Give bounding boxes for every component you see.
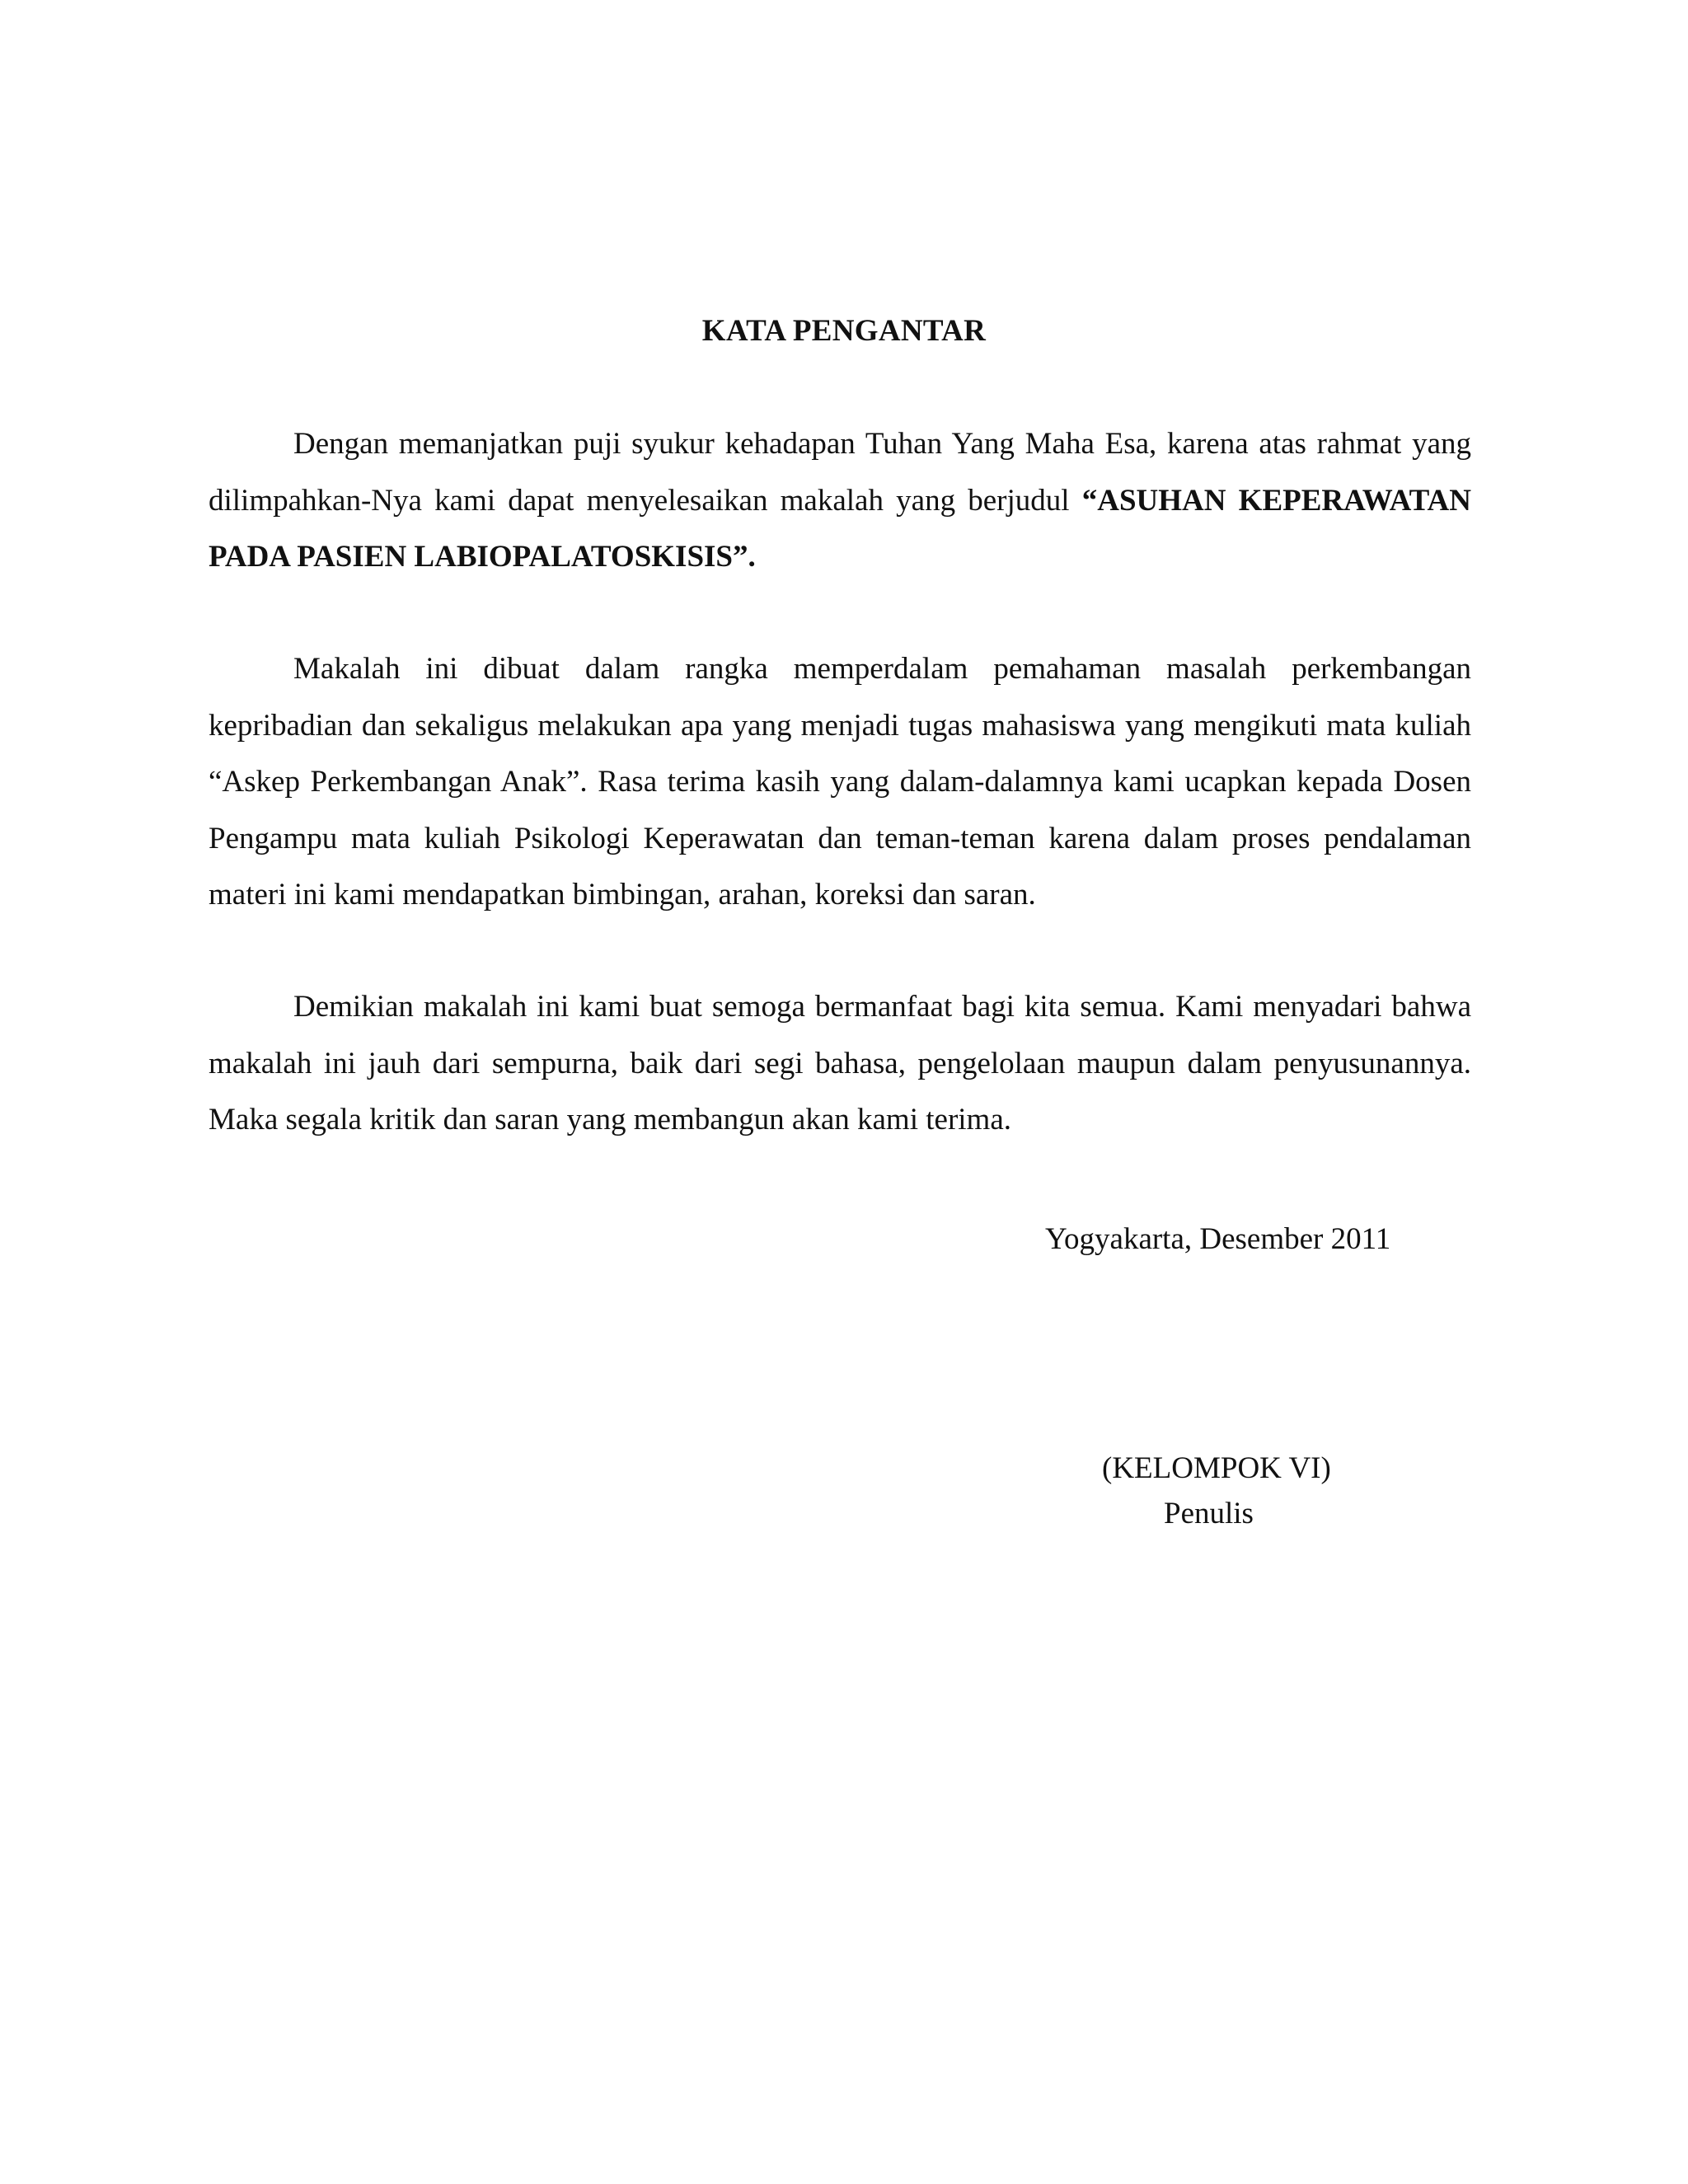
opening-paragraph-text: Dengan memanjatkan puji syukur kehadapan Tuhan Yang Maha Esa, karena atas rahmat yang dilimpahkan-Nya kami dapat menyelesaikan makalah yang berjudul bbox=[209, 427, 1471, 518]
paper-title: “ASUHAN KEPERAWATAN PADA PASIEN LABIOPALATOSKISIS”. bbox=[209, 483, 1471, 574]
purpose-paragraph: Makalah ini dibuat dalam rangka memperdalam pemahaman masalah perkembangan kepribadian dan sekaligus melakukan apa yang menjadi tugas mahasiswa yang mengikuti mata kuliah “Askep Perkembangan Anak”. Rasa terima kasih yang dalam-dalamnya kami ucapkan kepada Dosen Pengampu mata kuliah Psikologi Keperawatan dan teman-teman karena dalam proses pendalaman materi ini kami mendapatkan bimbingan, arahan, koreksi dan saran. bbox=[209, 652, 1471, 912]
page-title: KATA PENGANTAR bbox=[701, 314, 987, 348]
place-date: Yogyakarta, Desember 2011 bbox=[1045, 1222, 1391, 1256]
closing-paragraph: Demikian makalah ini kami buat semoga bermanfaat bagi kita semua. Kami menyadari bahwa makalah ini jauh dari sempurna, baik dari segi bahasa, pengelolaan maupun dalam penyusunannya. Maka segala kritik dan saran yang membangun akan kami terima. bbox=[209, 990, 1471, 1137]
author-role: Penulis bbox=[1164, 1497, 1254, 1530]
opening-paragraph bbox=[209, 416, 1471, 586]
author-group: (KELOMPOK VI) bbox=[1102, 1451, 1331, 1485]
